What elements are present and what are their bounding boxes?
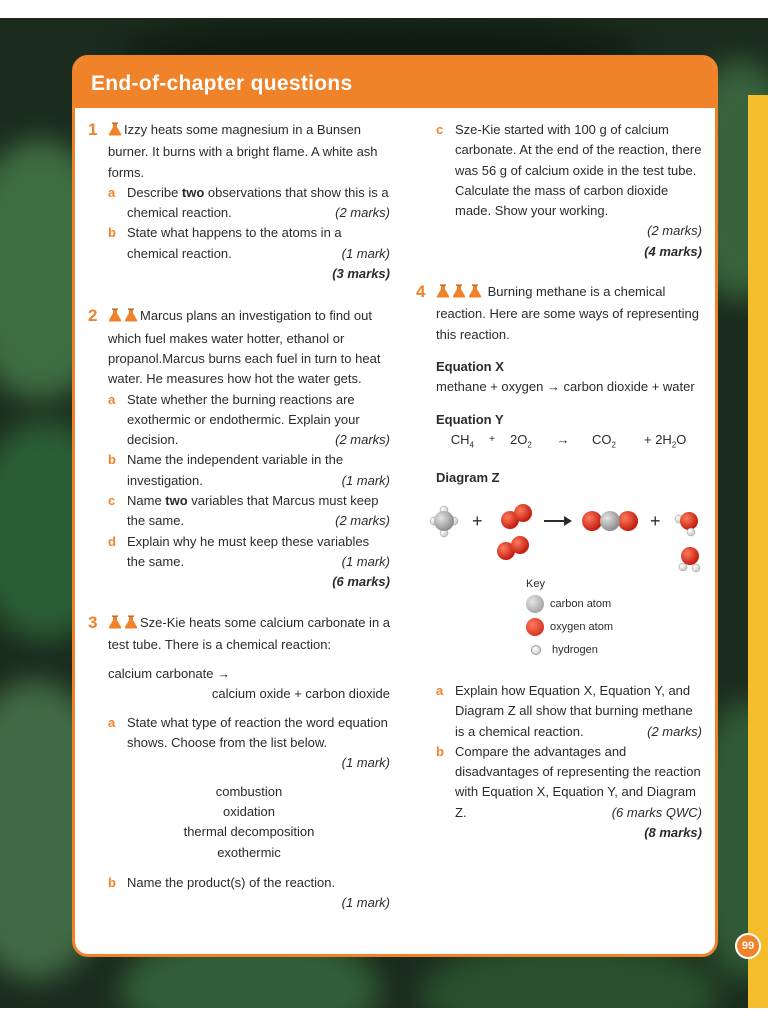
question-1a bbox=[108, 183, 390, 224]
flask-icon bbox=[452, 284, 466, 304]
part-text: Describe bbox=[127, 184, 182, 200]
hydrogen-atom-icon bbox=[531, 645, 541, 655]
part-label: a bbox=[108, 391, 116, 407]
key-row-hydrogen bbox=[526, 638, 613, 661]
page-number: 99 bbox=[735, 933, 761, 959]
diagram-plus: + bbox=[650, 511, 661, 531]
question-3c bbox=[436, 120, 702, 221]
word-equation-line2: calcium oxide + carbon dioxide bbox=[211, 686, 390, 702]
question-number: 3 bbox=[88, 612, 98, 632]
side-color-strip bbox=[748, 95, 768, 1008]
left-column bbox=[88, 120, 391, 913]
bottom-margin bbox=[0, 1008, 768, 1024]
marks: (6 marks QWC) bbox=[611, 804, 702, 820]
oxygen-atom-icon bbox=[526, 618, 544, 636]
marks: (1 mark) bbox=[341, 755, 390, 771]
part-text-bold: two bbox=[181, 184, 205, 200]
question-2d bbox=[108, 532, 390, 573]
part-label: d bbox=[108, 533, 116, 549]
diagram-plus: + bbox=[472, 511, 483, 531]
part-label: b bbox=[108, 225, 116, 241]
part-text: Explain how Equation X, Equation Y, and Diagram Z all show that burning methane is a chemical reaction. bbox=[455, 683, 693, 739]
part-text: observations that show this is a chemical reaction. bbox=[127, 184, 389, 221]
part-label: c bbox=[436, 122, 444, 137]
part-text: Name the product(s) of the reaction. bbox=[127, 874, 336, 890]
key-label: oxygen atom bbox=[550, 620, 613, 633]
part-label: b bbox=[436, 743, 444, 759]
marks: (1 mark) bbox=[341, 553, 390, 569]
part-text: variables that Marcus must keep the same. bbox=[127, 493, 379, 529]
key-label: carbon atom bbox=[550, 597, 612, 610]
marks: (1 mark) bbox=[341, 895, 390, 911]
key-row-oxygen bbox=[526, 615, 613, 638]
question-3a bbox=[108, 713, 390, 754]
oxygen-molecule bbox=[497, 536, 529, 560]
flask-icon bbox=[468, 284, 482, 304]
question-3 bbox=[88, 612, 391, 656]
key-row-carbon bbox=[526, 592, 613, 615]
diagram-z bbox=[420, 496, 710, 582]
part-text-bold: two bbox=[165, 493, 188, 509]
equation-y-title: Equation Y bbox=[436, 411, 504, 427]
key-title: Key bbox=[526, 578, 545, 590]
flask-icon bbox=[108, 308, 122, 328]
part-text: Explain why he must keep these variables the same. bbox=[127, 533, 370, 569]
carbon-atom-icon bbox=[526, 595, 544, 613]
part-label: c bbox=[108, 493, 116, 509]
flask-icon bbox=[124, 308, 138, 328]
equation-x: methane + oxygen → carbon dioxide + water bbox=[436, 379, 695, 395]
equation-y-o2: $2O_2$ bbox=[510, 431, 532, 450]
water-molecule bbox=[675, 512, 698, 536]
option-item: thermal decomposition bbox=[183, 824, 315, 840]
equation-y-co2: $CO_2$ bbox=[592, 431, 616, 450]
flask-icon bbox=[436, 284, 450, 304]
question-number: 2 bbox=[88, 306, 98, 326]
diagram-z-title: Diagram Z bbox=[436, 469, 500, 485]
flask-icon bbox=[124, 615, 138, 635]
card-header bbox=[75, 58, 715, 108]
question-2 bbox=[88, 306, 390, 389]
marks: (2 marks) bbox=[647, 223, 702, 239]
question-number: 4 bbox=[416, 282, 426, 302]
equation-y bbox=[436, 430, 702, 456]
right-column bbox=[416, 120, 702, 488]
question-intro: Marcus plans an investigation to find out which fuel makes water hotter, ethanol or propanol.Marcus burns each fuel in turn to heat water. He measures how hot the water gets. bbox=[108, 308, 381, 387]
marks: (1 mark) bbox=[341, 472, 390, 488]
part-label: a bbox=[108, 184, 116, 200]
question-1 bbox=[88, 120, 390, 183]
flask-icon bbox=[108, 615, 122, 635]
marks: (2 marks) bbox=[335, 513, 390, 529]
part-text: Name the independent variable in the investigation. bbox=[127, 452, 344, 488]
part-text: Compare the advantages and disadvantages of representing the reaction with Equation X, Equation Y, and Diagram Z. bbox=[455, 743, 701, 820]
question-3b bbox=[108, 873, 390, 893]
option-item: oxidation bbox=[222, 803, 276, 819]
marks: (2 marks) bbox=[647, 723, 702, 739]
marks: (2 marks) bbox=[335, 205, 390, 221]
question-4 bbox=[416, 282, 702, 345]
part-label: a bbox=[108, 714, 116, 730]
part-text: State what type of reaction the word equation shows. Choose from the list below. bbox=[127, 714, 388, 751]
option-list bbox=[108, 782, 390, 863]
part-label: b bbox=[108, 452, 116, 468]
equation-y-plus: + bbox=[489, 433, 495, 445]
equation-x-title: Equation X bbox=[436, 358, 504, 374]
marks: (1 mark) bbox=[341, 245, 390, 261]
diagram-key bbox=[526, 578, 613, 661]
option-item: exothermic bbox=[217, 844, 281, 860]
carbon-dioxide-molecule bbox=[582, 511, 638, 531]
question-1b bbox=[108, 223, 390, 264]
total-marks: (4 marks) bbox=[644, 243, 702, 259]
marks: (2 marks) bbox=[335, 432, 390, 448]
total-marks: (8 marks) bbox=[644, 825, 702, 841]
question-number: 1 bbox=[88, 120, 98, 139]
part-text: Name bbox=[127, 493, 166, 509]
equation-y-h2o: + $2H_2O$ bbox=[644, 431, 687, 450]
water-molecule bbox=[679, 547, 700, 572]
arrow-icon bbox=[544, 516, 572, 526]
question-4-parts bbox=[436, 681, 702, 843]
top-margin bbox=[0, 0, 768, 18]
part-text: State what happens to the atoms in a chemical reaction. bbox=[127, 225, 342, 261]
part-text: Sze-Kie started with 100 g of calcium carbonate. At the end of the reaction, there was 56 g of calcium oxide in the test tube. Calculate the mass of carbon dioxide made. Show your working. bbox=[455, 122, 702, 219]
flask-icon bbox=[108, 122, 122, 142]
total-marks: (3 marks) bbox=[332, 266, 390, 282]
question-2a bbox=[108, 390, 390, 451]
page-title: End-of-chapter questions bbox=[91, 72, 353, 95]
question-2c bbox=[108, 491, 390, 532]
key-label: hydrogen bbox=[552, 643, 598, 656]
question-2b bbox=[108, 450, 390, 491]
question-intro: Sze-Kie heats some calcium carbonate in a test tube. There is a chemical reaction: bbox=[108, 614, 391, 652]
question-4a bbox=[436, 681, 702, 742]
equation-y-arrow: → bbox=[556, 431, 570, 447]
question-4b bbox=[436, 742, 702, 823]
total-marks: (6 marks) bbox=[332, 574, 390, 590]
option-item: combustion bbox=[215, 783, 283, 799]
oxygen-molecule bbox=[501, 504, 532, 529]
part-label: b bbox=[108, 874, 116, 890]
question-intro: Burning methane is a chemical reaction. Here are some ways of representing this reaction. bbox=[436, 284, 700, 342]
question-intro: Izzy heats some magnesium in a Bunsen burner. It burns with a bright flame. A white ash forms. bbox=[108, 122, 378, 180]
equation-y-ch4: $CH_4$ bbox=[450, 431, 474, 450]
methane-molecule bbox=[430, 506, 458, 537]
part-label: a bbox=[436, 683, 444, 698]
word-equation-line1: calcium carbonate → bbox=[108, 666, 231, 682]
part-text: State whether the burning reactions are exothermic or endothermic. Explain your decision. bbox=[127, 391, 360, 448]
